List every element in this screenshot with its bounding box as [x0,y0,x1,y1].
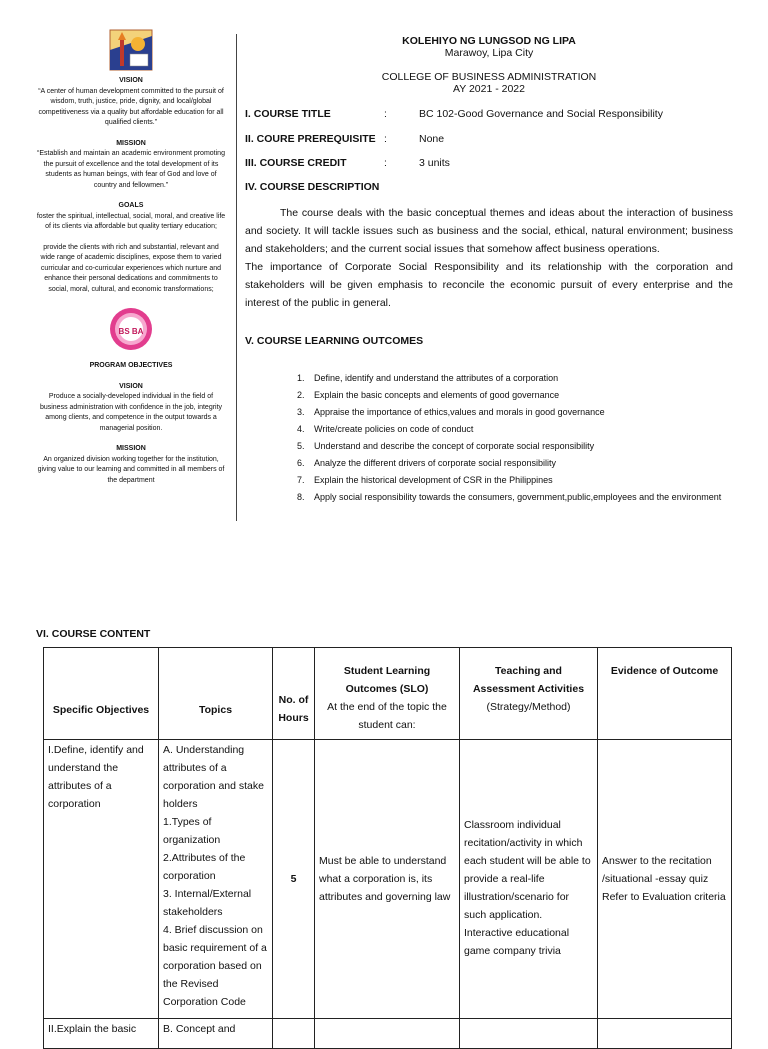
list-item: 3. Appraise the importance of ethics,values and morals in good governance [297,407,605,417]
po-mission-heading: MISSION [116,445,146,452]
list-item: 6. Analyze the different drivers of corporate social responsibility [297,458,556,468]
outcomes-heading: V. COURSE LEARNING OUTCOMES [245,335,424,347]
tas-subtitle: (Strategy/Method) [486,701,571,713]
teaching-activities-cell [460,1019,598,1049]
prerequisite-value: None [419,133,445,145]
college-seal-logo [108,28,154,72]
mission-text: “Establish and maintain an academic environment promoting the pursuit of excellence and the total development of its students as human beings, with fear of God and love of country and fellowmen.” [37,150,225,189]
vision-text: “A center of human development committed to the pursuit of wisdom, truth, justice, pride, dignity, and local/global competitiveness via a quality but affordable education for all qualified clients.” [38,87,224,126]
col-slo [315,648,460,740]
objective-cell: I.Define, identify and understand the attributes of a corporation [44,740,159,1019]
list-item: 1. Define, identify and understand the attributes of a corporation [297,373,559,383]
table-row [44,1019,732,1049]
badge-text: BS BA [118,327,144,336]
evidence-cell [598,1019,732,1049]
prerequisite-label: II. COURE PREREQUISITE [245,133,376,145]
mission-heading: MISSION [116,139,146,147]
col-evidence: Evidence of Outcome [598,648,732,740]
credit-label: III. COURSE CREDIT [245,157,347,169]
topics-cell: B. Concept and [159,1019,273,1049]
table-header-row [44,648,732,740]
vision-heading: VISION [119,77,143,84]
credit-value: 3 units [419,157,450,169]
sidebar [36,28,226,486]
po-vision-text: Produce a socially-developed individual in the field of business administration with confidence in the job, integrity among clients, and competence in the output towards a managerial position. [39,393,223,432]
course-title-value: BC 102-Good Governance and Social Responsibility [419,108,663,120]
list-item: 4. Write/create policies on code of conduct [297,424,474,434]
list-item: 2. Explain the basic concepts and elements of good governance [297,390,560,400]
hours-cell: 5 [273,740,315,1019]
description-paragraph-1: The course deals with the basic conceptual themes and ideas about the interaction of business and society. It will tackle issues such as business and the social, ethical, natural environment; business and stakeholders; and the current social issues that somehow affect business operations. [245,207,733,255]
slo-subtitle: At the end of the topic the student can: [327,701,447,731]
list-item: 8. Apply social responsibility towards the consumers, government,public,employees and the environment [297,492,722,502]
col-topics: Topics [159,648,273,740]
tas-title: Teaching and Assessment Activities [472,665,585,695]
list-item: 7. Explain the historical development of CSR in the Philippines [297,475,553,485]
col-specific-objectives: Specific Objectives [44,648,159,740]
bsba-badge-logo [109,307,153,351]
topics-cell: A. Understanding attributes of a corporation and stake holders 1.Types of organization 2.Attributes of the corporation 3. Internal/External stakeholders 4. Brief discussion on basic requirement of a corporation based on the Revised Corporation Code [159,740,273,1019]
col-hours: No. of Hours [273,648,315,740]
program-objectives-heading: PROGRAM OBJECTIVES [89,362,173,369]
slo-cell: Must be able to understand what a corporation is, its attributes and governing law [315,740,460,1019]
slo-cell [315,1019,460,1049]
objective-cell: II.Explain the basic [44,1019,159,1049]
description-heading: IV. COURSE DESCRIPTION [245,181,380,193]
table-row [44,740,732,1019]
evidence-cell: Answer to the recitation /situational -essay quiz Refer to Evaluation criteria [598,740,732,1019]
academic-year: AY 2021 - 2022 [452,83,525,95]
teaching-activities-cell: Classroom individual recitation/activity in which each student will be able to provide a real-life illustration/scenario for such application. Interactive educational game company trivia [460,740,598,1019]
colon: : [384,157,387,169]
course-content-heading: VI. COURSE CONTENT [36,628,151,640]
school-address: Marawoy, Lipa City [444,47,534,59]
course-content-table [43,647,732,1049]
hours-cell [273,1019,315,1049]
column-divider [236,34,237,521]
slo-title: Student Learning Outcomes (SLO) [343,665,431,695]
course-title-label: I. COURSE TITLE [245,108,331,120]
colon: : [384,108,387,120]
goals-text-1: foster the spiritual, intellectual, social, moral, and creative life of its clients via affordable but quality tertiary education; [36,212,226,230]
col-teaching-activities [460,648,598,740]
college-name: COLLEGE OF BUSINESS ADMINISTRATION [381,71,597,83]
po-mission-text: An organized division working together for the institution, giving value to our learning and committed in all members of the department [37,455,225,484]
description-paragraph-2: The importance of Corporate Social Responsibility and its relationship with the corporation and stakeholders will be given emphasis to reconcile the economic pursuit of every enterprise and the interest of the public in general. [245,261,733,309]
school-name: KOLEHIYO NG LUNGSOD NG LIPA [402,35,576,47]
list-item: 5. Understand and describe the concept of corporate social responsibility [297,441,595,451]
course-description [245,204,733,312]
learning-outcomes-list [297,370,727,506]
goals-text-2: provide the clients with rich and substantial, relevant and wide range of academic disciplines, expose them to varied curricular and co-curricular experiences which nurture and enhance their personal dedications and commitments to social, moral, cultural, and economic transformations; [40,243,222,293]
goals-heading: GOALS [118,202,144,209]
colon: : [384,133,387,145]
po-vision-heading: VISION [119,382,143,390]
